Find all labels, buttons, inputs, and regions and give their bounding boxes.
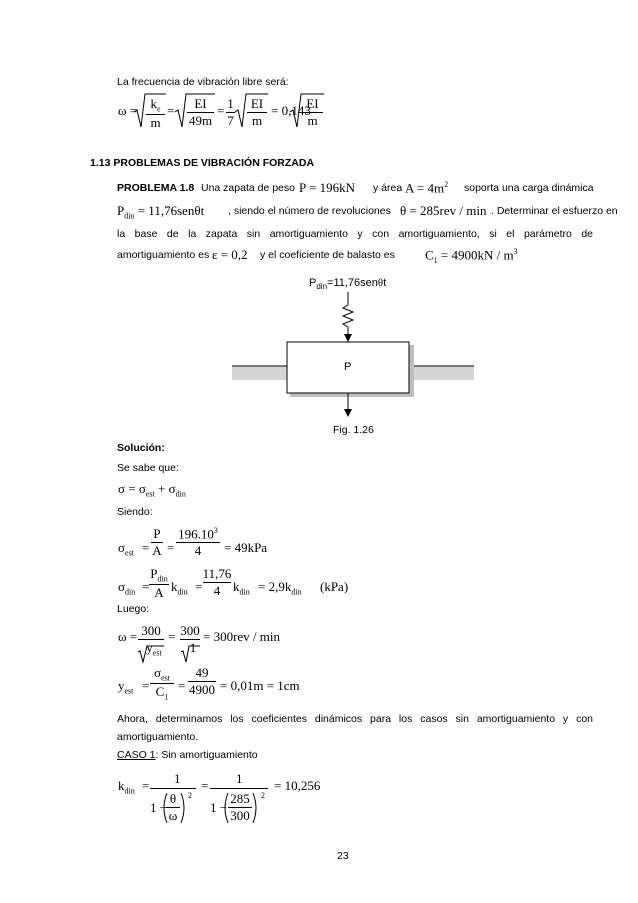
- result: = 0,01m = 1cm: [220, 678, 300, 693]
- equals: =: [217, 103, 225, 118]
- solution-text: Siendo:: [117, 506, 153, 518]
- equals: =: [142, 778, 150, 793]
- frac-1-7: 1 7: [227, 96, 234, 128]
- page-number: 23: [337, 850, 349, 862]
- problem-eq-c1: $C_1 = 4900kN / m^3$: [425, 247, 518, 265]
- frac-ke-m: $k_e$ m: [146, 96, 165, 131]
- frac-ei-49m: EI 49m: [188, 96, 213, 128]
- equals: =: [201, 778, 209, 793]
- equals: =: [142, 678, 150, 693]
- problem-text: amortiguamiento es: [117, 249, 210, 261]
- case-1-heading: CASO 1: Sin amortiguamiento: [117, 749, 258, 761]
- figure-caption: Fig. 1.26: [333, 424, 374, 436]
- unit: (kPa): [320, 579, 349, 594]
- solution-text: amortiguamiento.: [117, 731, 199, 743]
- problem-text: , siendo el número de revoluciones: [228, 205, 391, 217]
- problem-eq-pdin: $P_{din} = 11,76sen\theta t$: [117, 203, 205, 221]
- equals: =: [178, 678, 186, 693]
- solution-text: Se sabe que:: [117, 462, 179, 474]
- problem-text: la base de la zapata sin amortiguamiento y con amortiguamiento, si el parámetro de: [117, 228, 593, 240]
- frac-ei-m-2: EI m: [302, 96, 323, 129]
- equals: =: [167, 540, 175, 555]
- equals: =: [195, 579, 203, 594]
- problem-eq-theta: θ = 285rev / min: [400, 203, 487, 218]
- result: = 10,256: [274, 778, 321, 793]
- solution-text: Luego:: [117, 603, 150, 615]
- problem-text: soporta una carga dinámica: [464, 182, 594, 194]
- problem-text: . Determinar el esfuerzo en: [491, 205, 618, 217]
- equals: =: [168, 629, 176, 644]
- omega-lhs: ω =: [118, 103, 138, 118]
- equals-value: = 0,143: [271, 103, 311, 118]
- equals: =: [167, 103, 175, 118]
- problem-text: y el coeficiente de balasto es: [260, 249, 395, 261]
- problem-label: PROBLEMA 1.8: [117, 182, 195, 194]
- load-label: $P_{din}=11,76sen\theta t$: [309, 277, 387, 292]
- problem-text: Una zapata de peso: [201, 182, 295, 194]
- problem-eq-eps: ε = 0,2: [212, 247, 248, 262]
- result: = 49kPa: [224, 540, 268, 555]
- solution-text: Ahora, determinamos los coeficientes dinámicos para los casos sin amortiguamiento y con: [117, 713, 593, 725]
- sigma-equation: $\sigma = \sigma_{est} + \sigma_{din}$: [118, 481, 186, 499]
- block-label: P: [344, 361, 352, 373]
- frac-ei-m: EI m: [247, 96, 267, 129]
- intro-text: La frecuencia de vibración libre será:: [117, 76, 289, 88]
- solution-title: Solución:: [117, 442, 165, 454]
- section-heading: 1.13 PROBLEMAS DE VIBRACIÓN FORZADA: [90, 157, 315, 169]
- problem-eq-p: P = 196kN: [299, 180, 355, 195]
- equals: =: [142, 540, 150, 555]
- problem-eq-a: $A = 4m^2$: [405, 180, 449, 196]
- result: = 300rev / min: [203, 629, 281, 644]
- problem-text: y área: [373, 182, 403, 194]
- equals: =: [142, 579, 150, 594]
